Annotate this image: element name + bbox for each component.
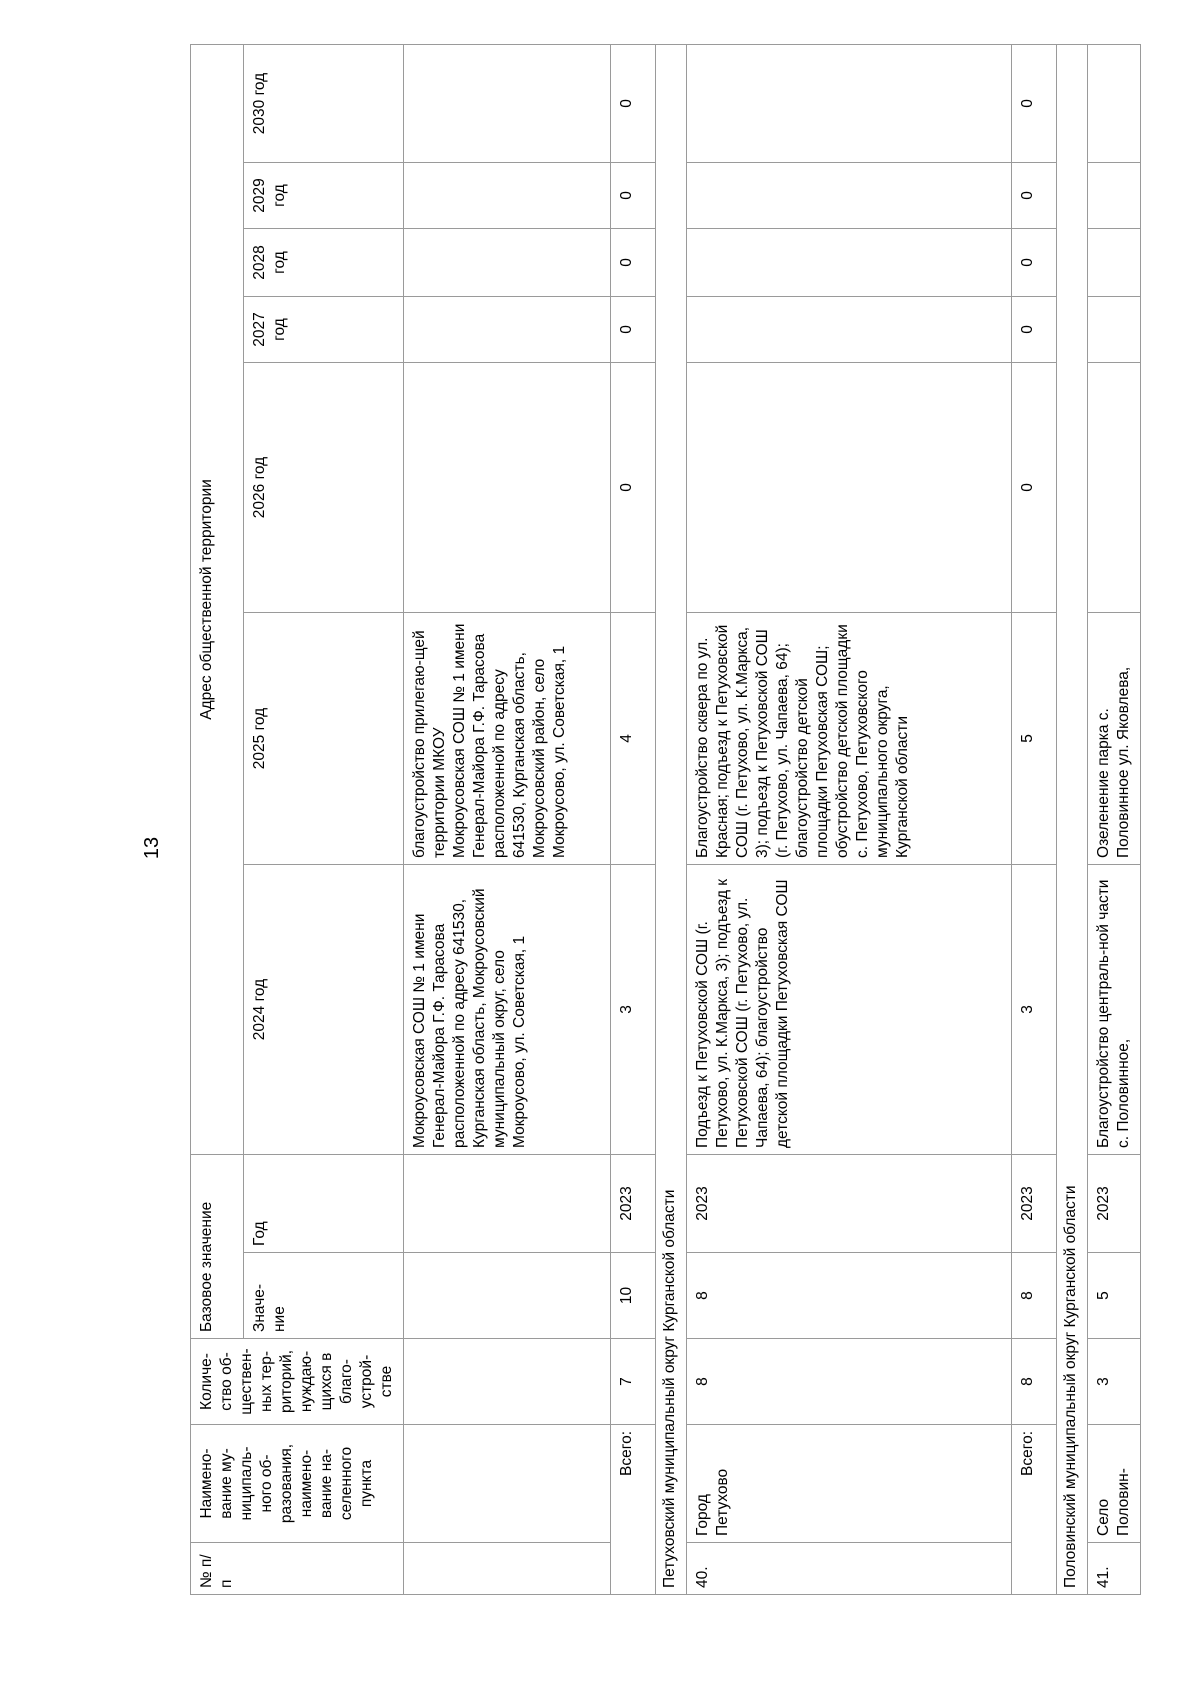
- total-label: Всего:: [611, 1425, 656, 1595]
- total-row: [611, 44, 656, 1594]
- total-2024: 3: [1012, 864, 1057, 1154]
- header-2025: 2025 год: [244, 612, 404, 864]
- cell-base-value: [404, 1253, 611, 1339]
- cell-base-year: 2023: [687, 1154, 1012, 1252]
- territory-table: [190, 44, 1141, 1595]
- cell-2029: [404, 162, 611, 228]
- total-row: [1012, 44, 1057, 1594]
- cell-2025: Озеленение парка с. Половинное ул. Яковлева,: [1088, 612, 1141, 864]
- cell-2027: [404, 296, 611, 362]
- total-base-year: 2023: [611, 1154, 656, 1252]
- total-2028: 0: [611, 228, 656, 296]
- cell-num: 41.: [1088, 1543, 1141, 1595]
- cell-2026: [1088, 362, 1141, 612]
- cell-name: [404, 1425, 611, 1543]
- cell-2025: Благоустройство сквера по ул. Красная; подъезд к Петуховской СОШ (г. Петухово, ул. К.Маркса, 3); подъезд к Петуховской СОШ (г. Петухово, ул. Чапаева, 64); благоустройство детской площадки Петуховская СОШ; обустройство детской площадки с. Петухово, Петуховского муниципального округа, Курганской области: [687, 612, 1012, 864]
- total-2025: 4: [611, 612, 656, 864]
- header-base: Базовое значение: [191, 1154, 244, 1338]
- section-row: [656, 44, 687, 1594]
- cell-2030: [404, 44, 611, 162]
- header-row-1: [191, 44, 244, 1594]
- cell-2028: [404, 228, 611, 296]
- cell-2028: [687, 228, 1012, 296]
- total-base-value: 10: [611, 1253, 656, 1339]
- total-label: Всего:: [1012, 1425, 1057, 1595]
- table-row: [1088, 44, 1141, 1594]
- header-num: № п/п: [191, 1543, 404, 1595]
- total-count: 7: [611, 1339, 656, 1425]
- total-base-value: 8: [1012, 1253, 1057, 1339]
- total-base-year: 2023: [1012, 1154, 1057, 1252]
- table-row: [404, 44, 611, 1594]
- total-2024: 3: [611, 864, 656, 1154]
- header-2028: 2028 год: [244, 228, 404, 296]
- total-2026: 0: [1012, 362, 1057, 612]
- section-title: Петуховский муниципальный округ Курганской области: [656, 44, 687, 1594]
- header-2026: 2026 год: [244, 362, 404, 612]
- header-2029: 2029 год: [244, 162, 404, 228]
- cell-base-value: 5: [1088, 1253, 1141, 1339]
- cell-base-value: 8: [687, 1253, 1012, 1339]
- cell-2027: [687, 296, 1012, 362]
- cell-2027: [1088, 296, 1141, 362]
- cell-2029: [1088, 162, 1141, 228]
- header-base-year: Год: [244, 1154, 404, 1252]
- total-2029: 0: [1012, 162, 1057, 228]
- cell-num: [404, 1543, 611, 1595]
- total-2027: 0: [611, 296, 656, 362]
- header-2024: 2024 год: [244, 864, 404, 1154]
- cell-count: [404, 1339, 611, 1425]
- total-2028: 0: [1012, 228, 1057, 296]
- cell-2028: [1088, 228, 1141, 296]
- section-title: Половинский муниципальный округ Курганской области: [1057, 44, 1088, 1594]
- total-2030: 0: [611, 44, 656, 162]
- header-2030: 2030 год: [244, 44, 404, 162]
- header-base-value: Значе-ние: [244, 1253, 404, 1339]
- total-count: 8: [1012, 1339, 1057, 1425]
- total-2025: 5: [1012, 612, 1057, 864]
- total-2027: 0: [1012, 296, 1057, 362]
- cell-2030: [687, 44, 1012, 162]
- section-row: [1057, 44, 1088, 1594]
- cell-base-year: 2023: [1088, 1154, 1141, 1252]
- cell-num: 40.: [687, 1543, 1012, 1595]
- cell-name: Город Петухово: [687, 1425, 1012, 1543]
- cell-base-year: [404, 1154, 611, 1252]
- cell-2024: Подъезд к Петуховской СОШ (г. Петухово, ул. К.Маркса, 3); подъезд к Петуховской СОШ (г. Петухово, ул. Чапаева, 64); благоустройство детской площадки Петуховская СОШ: [687, 864, 1012, 1154]
- cell-2030: [1088, 44, 1141, 162]
- cell-2025: благоустройство прилегаю-щей территории МКОУ Мокроусовская СОШ № 1 имени Генерал-Майора Г.Ф. Тарасова расположенной по адресу 641530, Курганская область, Мокроусовский район, село Мокроусово, ул. Советская, 1: [404, 612, 611, 864]
- cell-2026: [687, 362, 1012, 612]
- territory-table-rotated: [190, 45, 1138, 1595]
- cell-count: 3: [1088, 1339, 1141, 1425]
- cell-2026: [404, 362, 611, 612]
- header-count: Количе-ство об-ществен-ных тер-риторий, нуждаю-щихся в благо-устрой-стве: [191, 1339, 404, 1425]
- total-2026: 0: [611, 362, 656, 612]
- table-row: [687, 44, 1012, 1594]
- cell-name: Село Половин-: [1088, 1425, 1141, 1543]
- total-2030: 0: [1012, 44, 1057, 162]
- header-2027: 2027 год: [244, 296, 404, 362]
- cell-2024: Мокроусовская СОШ № 1 имени Генерал-Майора Г.Ф. Тарасова расположенной по адресу 641530, Курганская область, Мокроусовский муниципальный округ, село Мокроусово, ул. Советская, 1: [404, 864, 611, 1154]
- cell-2029: [687, 162, 1012, 228]
- header-name: Наимено-вание му-ниципаль-ного об-разования, наимено-вание на-селенного пункта: [191, 1425, 404, 1543]
- total-2029: 0: [611, 162, 656, 228]
- header-address: Адрес общественной территории: [191, 44, 244, 1154]
- page-number: 13: [141, 836, 163, 860]
- cell-2024: Благоустройство централь-ной части с. Половинное,: [1088, 864, 1141, 1154]
- cell-count: 8: [687, 1339, 1012, 1425]
